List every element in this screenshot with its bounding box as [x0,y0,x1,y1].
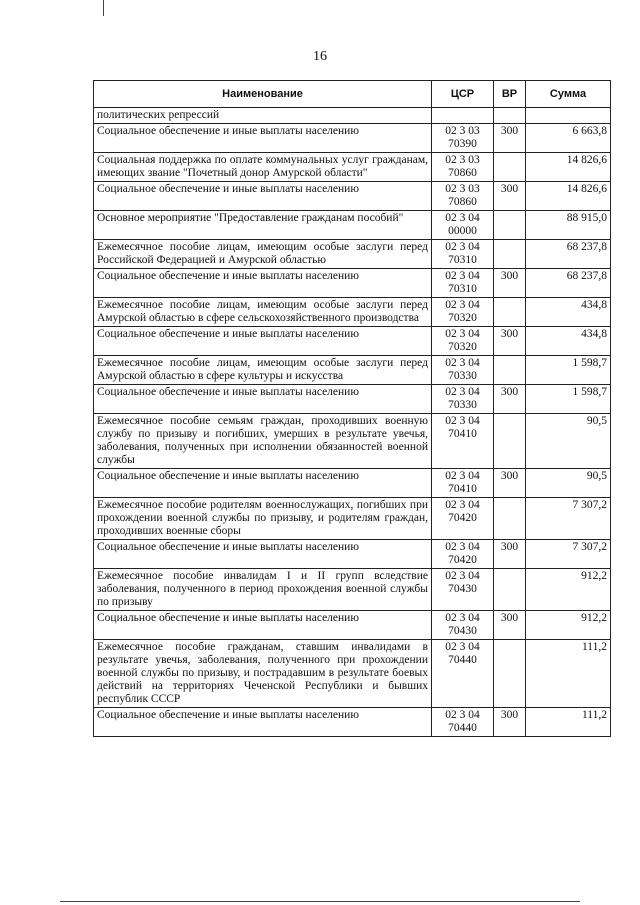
table-row [94,153,611,182]
row-vr [494,211,526,240]
table-row [94,640,611,708]
table-row [94,108,611,124]
row-vr: 300 [494,385,526,414]
row-name: Ежемесячное пособие лицам, имеющим особые заслуги перед Амурской областью в сфере сельскохозяйственного производства [94,298,432,327]
header-vr: ВР [494,81,526,108]
row-name: Ежемесячное пособие лицам, имеющим особые заслуги перед Амурской областью в сфере культуры и искусства [94,356,432,385]
row-csr: 02 3 04 70430 [432,569,494,611]
row-vr: 300 [494,540,526,569]
row-vr: 300 [494,469,526,498]
row-sum: 1 598,7 [526,385,611,414]
row-csr: 02 3 03 70390 [432,124,494,153]
row-csr: 02 3 04 70310 [432,240,494,269]
row-csr: 02 3 04 70330 [432,356,494,385]
row-name: Социальное обеспечение и иные выплаты населению [94,124,432,153]
table-body [94,108,611,737]
row-csr: 02 3 04 70330 [432,385,494,414]
row-name: Социальное обеспечение и иные выплаты населению [94,611,432,640]
row-sum: 912,2 [526,611,611,640]
row-sum: 1 598,7 [526,356,611,385]
row-name: Социальное обеспечение и иные выплаты населению [94,540,432,569]
table-row [94,611,611,640]
row-csr: 02 3 03 70860 [432,182,494,211]
row-vr [494,414,526,469]
row-sum: 7 307,2 [526,540,611,569]
row-name: Ежемесячное пособие семьям граждан, проходивших военную службу по призыву и погибших, умерших в результате увечья, заболевания, полученных при исполнении обязанностей военной службы [94,414,432,469]
row-csr: 02 3 04 70320 [432,298,494,327]
row-name: Ежемесячное пособие родителям военнослужащих, погибших при прохождении военной службы по призыву, и родителям граждан, проходивших военные сборы [94,498,432,540]
page-number: 16 [313,49,327,64]
row-csr [432,108,494,124]
row-sum [526,108,611,124]
row-name: Ежемесячное пособие лицам, имеющим особые заслуги перед Российской Федерацией и Амурской областью [94,240,432,269]
header-sum: Сумма [526,81,611,108]
row-sum: 434,8 [526,298,611,327]
table-row [94,540,611,569]
row-sum: 6 663,8 [526,124,611,153]
table-row [94,498,611,540]
row-vr: 300 [494,708,526,737]
row-csr: 02 3 04 00000 [432,211,494,240]
row-name: Социальное обеспечение и иные выплаты населению [94,182,432,211]
row-name: Основное мероприятие "Предоставление гражданам пособий" [94,211,432,240]
row-csr: 02 3 04 70410 [432,469,494,498]
table-row [94,182,611,211]
row-sum: 68 237,8 [526,240,611,269]
table-row [94,124,611,153]
row-name: Ежемесячное пособие инвалидам I и II групп вследствие заболевания, полученного в период прохождения военной службы по призыву [94,569,432,611]
table-row [94,708,611,737]
row-name: политических репрессий [94,108,432,124]
row-sum: 90,5 [526,469,611,498]
row-vr [494,240,526,269]
table-row [94,269,611,298]
row-sum: 14 826,6 [526,182,611,211]
row-vr [494,640,526,708]
row-name: Социальное обеспечение и иные выплаты населению [94,385,432,414]
row-vr: 300 [494,269,526,298]
row-csr: 02 3 04 70420 [432,498,494,540]
row-vr [494,356,526,385]
row-vr: 300 [494,611,526,640]
scan-edge-mark-bottom [60,901,580,902]
row-vr: 300 [494,182,526,211]
row-sum: 912,2 [526,569,611,611]
row-csr: 02 3 04 70430 [432,611,494,640]
row-csr: 02 3 04 70420 [432,540,494,569]
row-name: Социальное обеспечение и иные выплаты населению [94,469,432,498]
header-csr: ЦСР [432,81,494,108]
row-vr [494,498,526,540]
row-vr: 300 [494,327,526,356]
row-csr: 02 3 04 70320 [432,327,494,356]
row-vr: 300 [494,124,526,153]
header-name: Наименование [94,81,432,108]
row-sum: 434,8 [526,327,611,356]
table-row [94,356,611,385]
row-name: Социальная поддержка по оплате коммунальных услуг гражданам, имеющих звание "Почетный донор Амурской области" [94,153,432,182]
row-name: Социальное обеспечение и иные выплаты населению [94,708,432,737]
row-csr: 02 3 04 70310 [432,269,494,298]
row-name: Социальное обеспечение и иные выплаты населению [94,327,432,356]
row-sum: 111,2 [526,708,611,737]
table-row [94,298,611,327]
row-sum: 14 826,6 [526,153,611,182]
row-sum: 90,5 [526,414,611,469]
row-csr: 02 3 03 70860 [432,153,494,182]
row-vr [494,569,526,611]
row-sum: 68 237,8 [526,269,611,298]
row-vr [494,298,526,327]
row-sum: 111,2 [526,640,611,708]
table-row [94,211,611,240]
row-name: Социальное обеспечение и иные выплаты населению [94,269,432,298]
table-row [94,240,611,269]
row-vr [494,153,526,182]
row-csr: 02 3 04 70440 [432,708,494,737]
row-vr [494,108,526,124]
row-csr: 02 3 04 70410 [432,414,494,469]
table-row [94,414,611,469]
row-sum: 7 307,2 [526,498,611,540]
table-header-row [94,81,611,108]
table-row [94,385,611,414]
table-row [94,569,611,611]
budget-table [93,80,611,737]
table-row [94,469,611,498]
table-row [94,327,611,356]
row-csr: 02 3 04 70440 [432,640,494,708]
row-sum: 88 915,0 [526,211,611,240]
row-name: Ежемесячное пособие гражданам, ставшим инвалидами в результате увечья, заболевания, полученного при прохождении военной службы по призыву, и пострадавшим в результате боевых действий на территориях Чеченской Республики и бывших республик СССР [94,640,432,708]
scan-edge-mark-top [103,0,104,16]
